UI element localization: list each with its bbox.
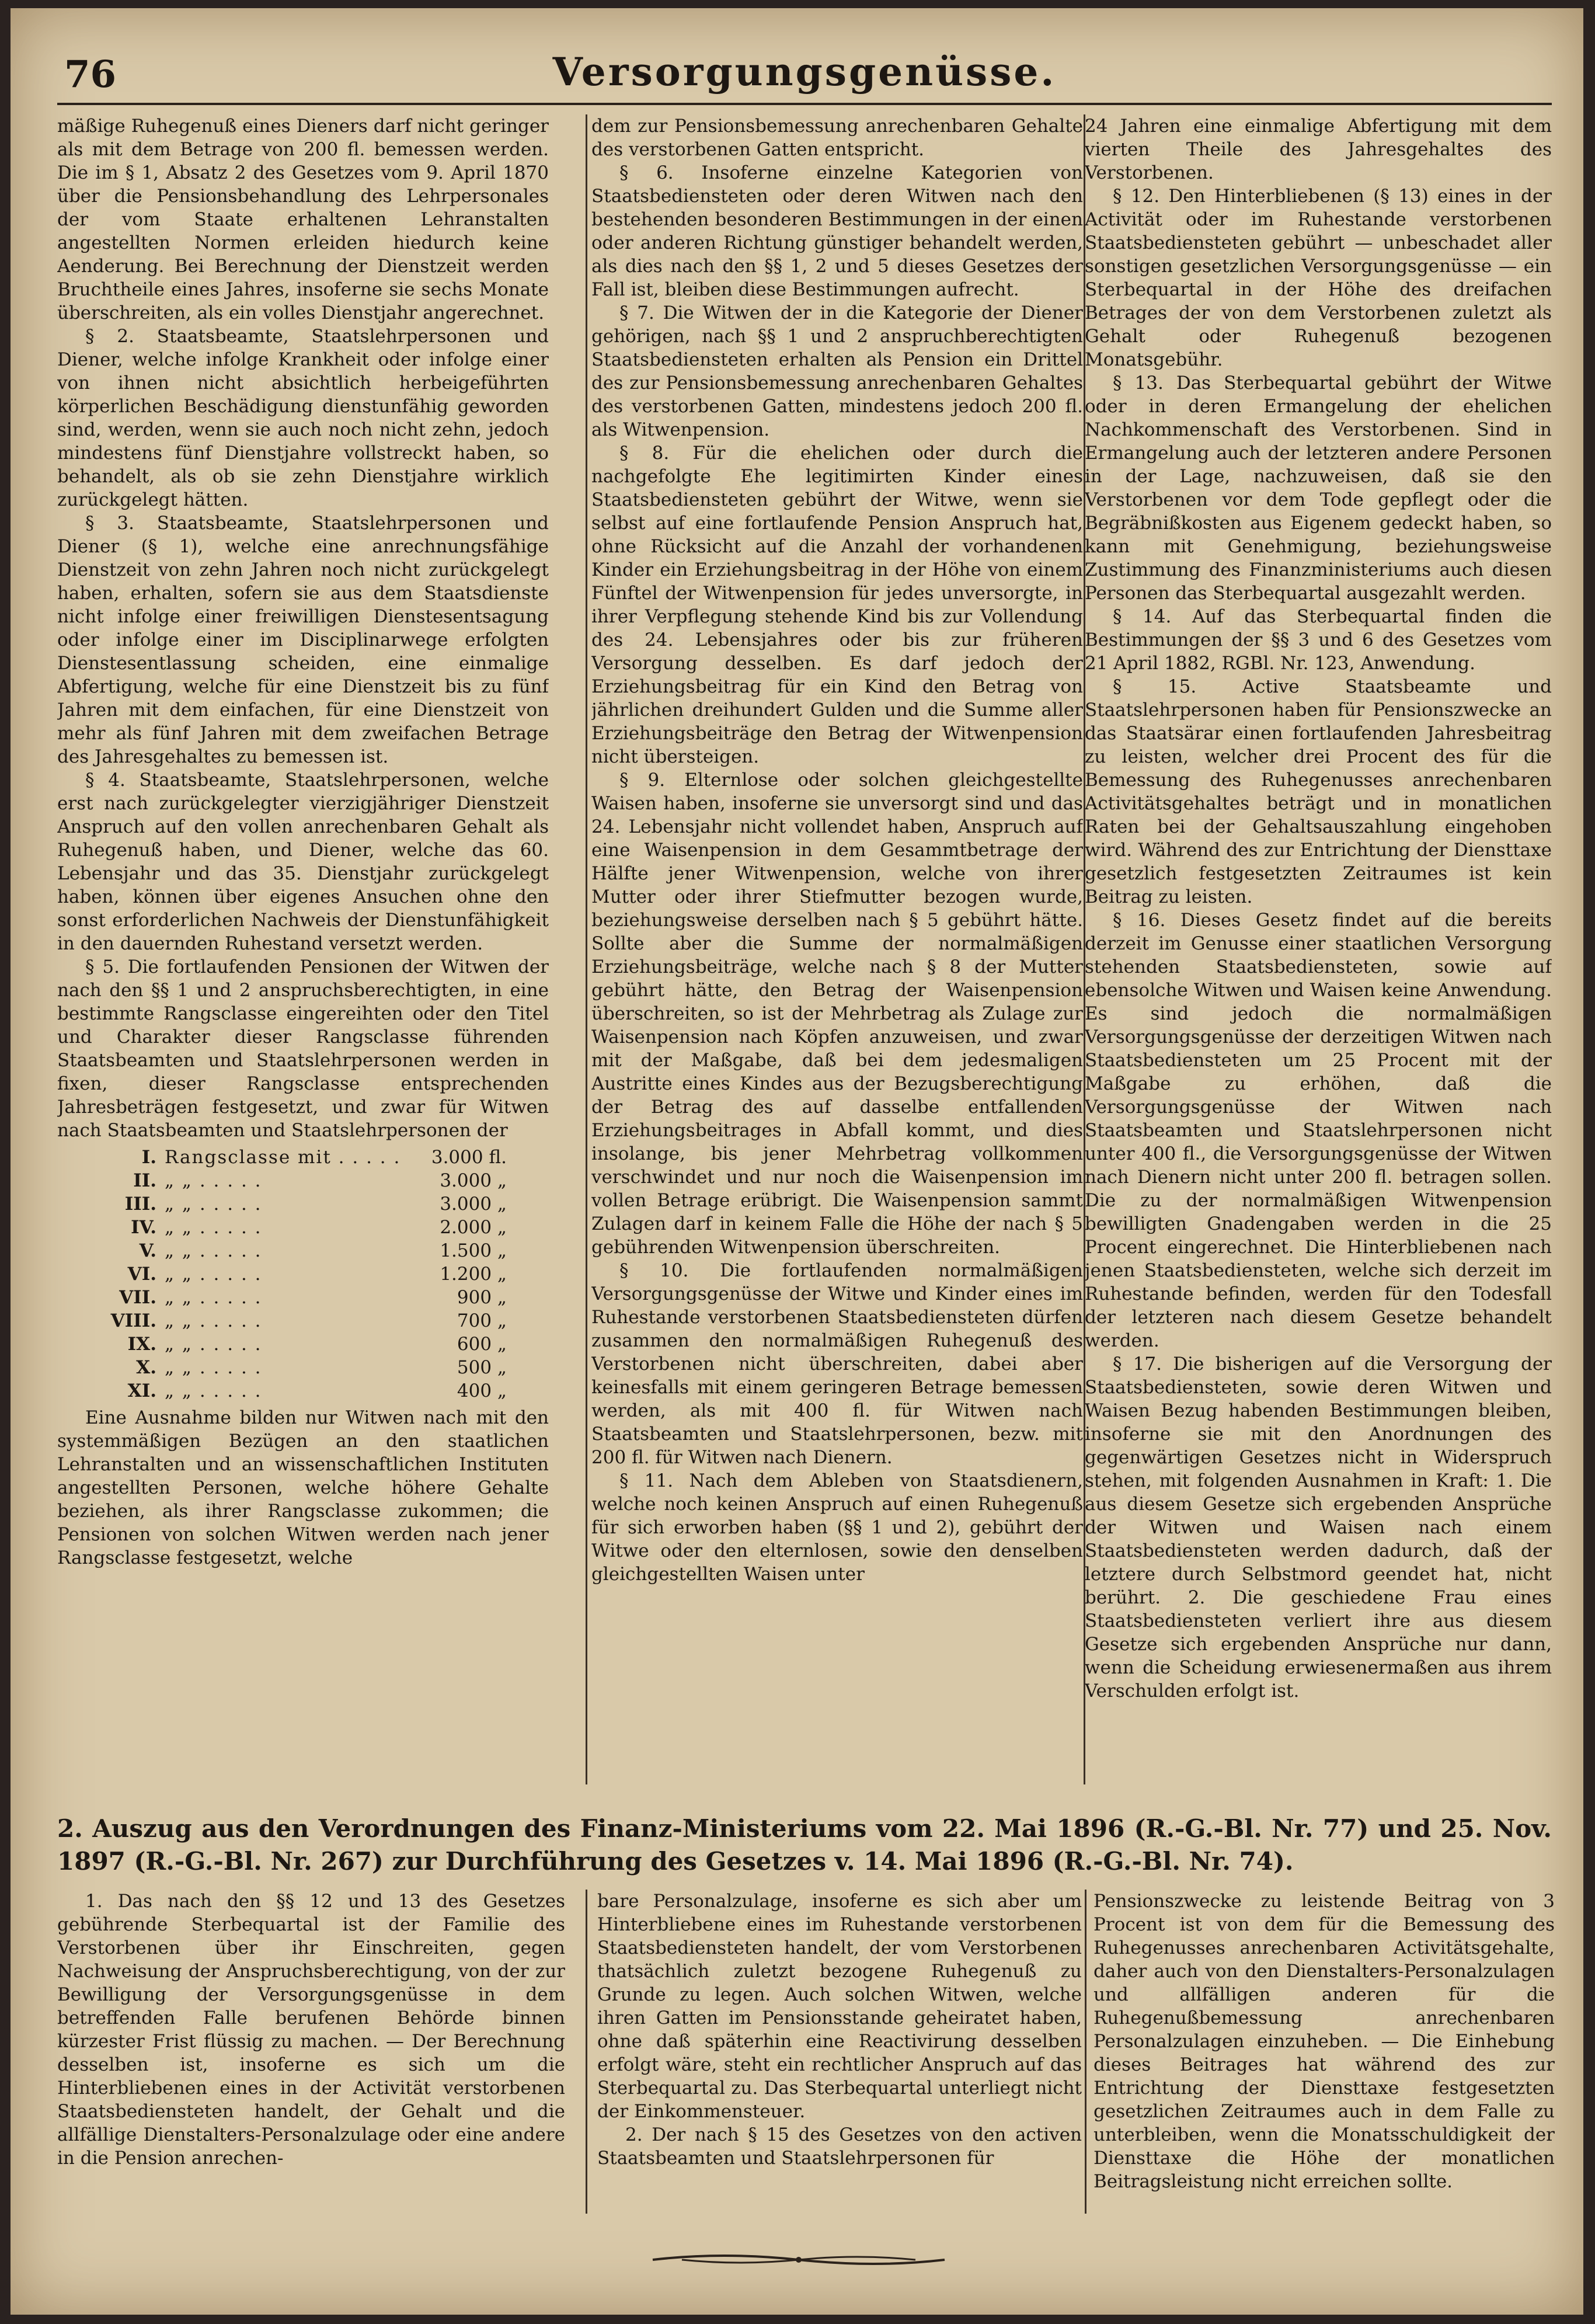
rank-numeral: III. <box>124 1194 156 1215</box>
paragraph: § 8. Für die ehelichen oder durch die nachgefolgte Ehe legitimirten Kinder eines Staatsbediensteten gebührt der Witwe, wenn sie selbst auf eine fortlaufende Pension Anspruch hat, ohne Rücksicht auf die Anzahl der vorhandenen Kinder ein Erziehungsbeitrag in der Höhe von einem Fünftel der Witwenpension für jedes unversorgte, in ihrer Verpflegung stehende Kind bis zur Vollendung des 24. Lebensjahres oder bis zur früheren Versorgung desselben. Es darf jedoch der Erziehungsbeitrag für ein Kind den Betrag von jährlichen dreihundert Gulden und die Summe aller Erziehungsbeiträge den Betrag der Witwenpension nicht übersteigen. <box>591 443 1083 767</box>
column-divider <box>1085 1890 1086 2214</box>
page-header <box>57 42 1552 106</box>
pension-amount: 3.000 „ <box>440 1170 507 1191</box>
rank-numeral: VII. <box>119 1287 156 1308</box>
pension-amount: 900 „ <box>457 1287 507 1308</box>
section1-column-3 <box>1085 114 1552 1787</box>
ornamental-rule-icon <box>647 2249 950 2270</box>
pension-amount: 600 „ <box>457 1334 507 1355</box>
paragraph: § 16. Dieses Gesetz findet auf die bereits derzeit im Genusse einer staatlichen Versorgung stehenden Staatsbediensteten, sowie auf ebensolche Witwen und Waisen keine Anwendung. Es sind jedoch die normalmäßigen Versorgungsgenüsse der derzeitigen Witwen nach Staatsbediensteten um 25 Procent mit der Maßgabe zu erhöhen, daß die Versorgungsgenüsse der Witwen nach Staatsbeamten und Staatslehrpersonen nicht unter 400 fl., die Versorgungsgenüsse der Witwen nach Dienern nicht unter 200 fl. betragen sollen. Die zu der normalmäßigen Witwenpension bewilligten Gnadengaben werden in die 25 Procent eingerechnet. Die Hinterbliebenen nach jenen Staatsbediensteten, welche sich derzeit im Ruhestande befinden, werden für den Todesfall der letzteren nach diesem Gesetze behandelt werden. <box>1085 910 1552 1351</box>
section1-column-1 <box>57 114 549 1787</box>
rank-numeral: IV. <box>131 1217 156 1238</box>
paragraph: § 10. Die fortlaufenden normalmäßigen Versorgungsgenüsse der Witwe und Kinder eines im Ruhestande verstorbenen Staatsbediensteten dürfen zusammen den normalmäßigen Ruhegenuß des Verstorbenen nicht überschreiten, dabei aber keinesfalls mit einem geringeren Betrage bemessen werden, als mit 400 fl. für Witwen nach Staatsbeamten und Staatslehrpersonen, bezw. mit 200 fl. für Witwen nach Dienern. <box>591 1260 1083 1468</box>
pension-amount: 3.000 fl. <box>431 1147 507 1168</box>
paragraph: § 12. Den Hinterbliebenen (§ 13) eines in der Activität oder im Ruhestande verstorbenen Staatsbediensteten gebührt — unbeschadet aller sonstigen gesetzlichen Versorgungsgenüsse — ein Sterbequartal in der Höhe des dreifachen Betrages der von dem Verstorbenen zuletzt als Gehalt oder Ruhegenuß bezogenen Monatsgebühr. <box>1085 186 1552 370</box>
section1-column-2 <box>591 114 1083 1787</box>
running-title: Versorgungsgenüsse. <box>552 49 1057 95</box>
rank-label: „ „ . . . . . <box>165 1170 262 1191</box>
rank-numeral: I. <box>141 1147 156 1168</box>
paragraph: Pensionszwecke zu leistende Beitrag von 3 Procent ist von dem für die Bemessung des Ruhegenusses anrechenbaren Activitätsgehalte, daher auch von den Dienstalters-Personalzulagen und allfälligen anderen für die Ruhegenußbemessung anrechenbaren Personalzulagen einzuheben. — Die Einhebung dieses Beitrages hat während des zur Entrichtung der Diensttaxe festgesetzten gesetzlichen Zeitraumes auch in dem Falle zu unterbleiben, wenn die Monatsschuldigkeit der Diensttaxe die Höhe der monatlichen Beitragsleistung nicht erreichen sollte. <box>1093 1891 1555 2192</box>
pension-amount: 1.500 „ <box>440 1240 507 1261</box>
paragraph: dem zur Pensionsbemessung anrechenbaren Gehalte des verstorbenen Gatten entspricht. <box>591 116 1083 160</box>
rank-label: „ „ . . . . . <box>165 1287 262 1308</box>
paragraph: § 15. Active Staatsbeamte und Staatslehrpersonen haben für Pensionszwecke an das Staatsärar einen fortlaufenden Jahresbeitrag zu leisten, welcher drei Procent des für die Bemessung des Ruhegenusses anrechenbaren Activitätsgehaltes beträgt und in monatlichen Raten bei der Gehaltsauszahlung eingehoben wird. Während des zur Entrichtung der Diensttaxe gesetzlich festgesetzten Zeitraumes ist kein Beitrag zu leisten. <box>1085 676 1552 907</box>
paragraph: mäßige Ruhegenuß eines Dieners darf nicht geringer als mit dem Betrage von 200 fl. bemessen werden. Die im § 1, Absatz 2 des Gesetzes vom 9. April 1870 über die Pensionsbehandlung des Lehrpersonales der vom Staate erhaltenen Lehranstalten angestellten Normen erleiden hiedurch keine Aenderung. Bei Berechnung der Dienstzeit werden Bruchtheile eines Jahres, insoferne sie sechs Monate überschreiten, als ein volles Dienstjahr angerechnet. <box>57 116 549 323</box>
table-row <box>57 1262 507 1286</box>
paragraph: 1. Das nach den §§ 12 und 13 des Gesetzes gebührende Sterbequartal ist der Familie des Verstorbenen über ihr Einschreiten, gegen Nachweisung der Anspruchsberechtigung, von der zur Bewilligung der Versorgungsgenüsse in dem betreffenden Falle berufenen Behörde binnen kürzester Frist flüssig zu machen. — Der Berechnung desselben ist, insoferne es sich um die Hinterbliebenen eines in der Activität verstorbenen Staatsbediensteten handelt, der Gehalt und die allfällige Dienstalters-Personalzulage oder eine andere in die Pension anrechen- <box>57 1891 565 2169</box>
table-row <box>57 1333 507 1356</box>
paragraph: Eine Ausnahme bilden nur Witwen nach mit den systemmäßigen Bezügen an den staatlichen Lehranstalten und an wissenschaftlichen Instituten angestellten Personen, welche höhere Gehalte beziehen, als ihrer Rangsclasse zukommen; die Pensionen von solchen Witwen werden nach jener Rangsclasse festgesetzt, welche <box>57 1407 549 1568</box>
pension-amount: 1.200 „ <box>440 1264 507 1285</box>
rank-numeral: II. <box>133 1170 156 1191</box>
section-heading: 2. Auszug aus den Verordnungen des Finanz-Ministeriums vom 22. Mai 1896 (R.-G.-Bl. Nr. 77) und 25. Nov. 1897 (R.-G.-Bl. Nr. 267) zur Durchführung des Gesetzes v. 14. Mai 1896 (R.-G.-Bl. Nr. 74). <box>57 1814 1552 1876</box>
paragraph: § 5. Die fortlaufenden Pensionen der Witwen der nach den §§ 1 und 2 anspruchsberechtigten, in eine bestimmte Rangsclasse eingereihten oder den Titel und Charakter dieser Rangsclasse führenden Staatsbeamten und Staatslehrpersonen werden in fixen, dieser Rangsclasse entsprechenden Jahresbeträgen festgesetzt, und zwar für Witwen nach Staatsbeamten und Staatslehrpersonen der <box>57 956 549 1141</box>
table-row <box>57 1379 507 1403</box>
rank-numeral: IX. <box>127 1334 156 1355</box>
rank-numeral: VI. <box>127 1264 156 1285</box>
rank-numeral: XI. <box>127 1380 156 1401</box>
paragraph: § 2. Staatsbeamte, Staatslehrpersonen und Diener, welche infolge Krankheit oder infolge einer von ihnen nicht absichtlich herbeigeführten körperlichen Beschädigung dienstunfähig geworden sind, werden, wenn sie auch noch nicht zehn, jedoch mindestens fünf Dienstjahre vollstreckt haben, so behandelt, als ob sie zehn Dienstjahre wirklich zurückgelegt hätten. <box>57 326 549 510</box>
rank-numeral: VIII. <box>110 1310 156 1331</box>
paragraph: § 7. Die Witwen der in die Kategorie der Diener gehörigen, nach §§ 1 und 2 anspruchberechtigten Staatsbediensteten erhalten als Pension ein Drittel des zur Pensionsbemessung anrechenbaren Gehaltes des verstorbenen Gatten, mindestens jedoch 200 fl. als Witwenpension. <box>591 302 1083 440</box>
paragraph: § 11. Nach dem Ableben von Staatsdienern, welche noch keinen Anspruch auf einen Ruhegenuß für sich erworben haben (§§ 1 und 2), gebührt der Witwe oder den elternlosen, sowie den denselben gleichgestellten Waisen unter <box>591 1470 1083 1585</box>
table-row <box>57 1356 507 1379</box>
rank-numeral: X. <box>136 1357 156 1378</box>
rank-label: „ „ . . . . . <box>165 1240 262 1261</box>
table-row <box>57 1192 507 1216</box>
table-row <box>57 1169 507 1192</box>
header-rule <box>57 103 1552 105</box>
column-divider <box>586 1890 587 2214</box>
paragraph: § 14. Auf das Sterbequartal finden die Bestimmungen der §§ 3 und 6 des Gesetzes vom 21 April 1882, RGBl. Nr. 123, Anwendung. <box>1085 606 1552 674</box>
pension-amount: 400 „ <box>457 1380 507 1401</box>
rank-numeral: V. <box>139 1240 156 1261</box>
paragraph: § 17. Die bisherigen auf die Versorgung der Staatsbediensteten, sowie deren Witwen und Waisen Bezug habenden Bestimmungen bleiben, insoferne sie mit den Anordnungen des gegenwärtigen Gesetzes nicht in Widerspruch stehen, mit folgenden Ausnahmen in Kraft: 1. Die aus diesem Gesetze sich ergebenden Ansprüche der Witwen und Waisen nach einem Staatsbediensteten werden dadurch, daß der letztere durch Selbstmord geendet hat, nicht berührt. 2. Die geschiedene Frau eines Staatsbediensteten verliert ihre aus diesem Gesetze sich ergebenden Ansprüche nur dann, wenn die Scheidung erwiesenermaßen aus ihrem Verschulden erfolgt ist. <box>1085 1354 1552 1702</box>
paragraph: 24 Jahren eine einmalige Abfertigung mit dem vierten Theile des Jahresgehaltes des Verstorbenen. <box>1085 116 1552 183</box>
table-row <box>57 1216 507 1239</box>
pension-amount: 2.000 „ <box>440 1217 507 1238</box>
rank-label: „ „ . . . . . <box>165 1194 262 1215</box>
rank-label: „ „ . . . . . <box>165 1380 262 1401</box>
pension-amount: 500 „ <box>457 1357 507 1378</box>
page-number: 76 <box>64 53 117 96</box>
pension-amount: 700 „ <box>457 1310 507 1331</box>
rank-class-pension-table <box>57 1146 507 1403</box>
section2-column-2 <box>597 1890 1082 2217</box>
paragraph: § 4. Staatsbeamte, Staatslehrpersonen, welche erst nach zurückgelegter vierzigjähriger Dienstzeit Anspruch auf den vollen anrechenbaren Gehalt als Ruhegenuß haben, und Diener, welche das 60. Lebensjahr und das 35. Dienstjahr zurückgelegt haben, können über eigenes Ansuchen ohne den sonst erforderlichen Nachweis der Dienstunfähigkeit in den dauernden Ruhestand versetzt werden. <box>57 770 549 954</box>
rank-label: „ „ . . . . . <box>165 1334 262 1355</box>
paragraph: § 9. Elternlose oder solchen gleichgestellte Waisen haben, insoferne sie unversorgt sind und das 24. Lebensjahr nicht vollendet haben, Anspruch auf eine Waisenpension in dem Gesammtbetrage der Hälfte jener Witwenpension, welche von ihrer Mutter oder ihrer Stiefmutter bezogen wurde, beziehungsweise derselben nach § 5 gebührt hätte. Sollte aber die Summe der normalmäßigen Erziehungsbeiträge, welche nach § 8 der Mutter gebührt hätte, den Betrag der Waisenpension überschreiten, so ist der Mehrbetrag als Zulage zur Waisenpension nach Köpfen anzuweisen, und zwar mit der Maßgabe, daß bei dem jedesmaligen Austritte eines Kindes aus der Bezugsberechtigung der Betrag des auf dasselbe entfallenden Erziehungsbeitrages in Abfall kommt, und dies insolange, bis jener Mehrbetrag vollkommen verschwindet und nur noch die Waisenpension im vollen Betrage erübrigt. Die Waisenpension sammt Zulagen darf in keinem Falle die Höhe der nach § 5 gebührenden Witwenpension überschreiten. <box>591 770 1083 1258</box>
pension-amount: 3.000 „ <box>440 1194 507 1215</box>
rank-label: „ „ . . . . . <box>165 1264 262 1285</box>
table-row <box>57 1146 507 1169</box>
rank-label: „ „ . . . . . <box>165 1217 262 1238</box>
table-row <box>57 1286 507 1309</box>
book-page <box>11 8 1583 2315</box>
rank-label: „ „ . . . . . <box>165 1310 262 1331</box>
section2-column-3 <box>1093 1890 1555 2217</box>
paragraph: bare Personalzulage, insoferne es sich aber um Hinterbliebene eines im Ruhestande verstorbenen Staatsbediensteten handelt, der vom Verstorbenen thatsächlich zuletzt bezogene Ruhegenuß zu Grunde zu legen. Auch solchen Witwen, welche ihren Gatten im Pensionsstande geheiratet haben, ohne daß späterhin eine Reactivirung desselben erfolgt wäre, steht ein rechtlicher Anspruch auf das Sterbequartal zu. Das Sterbequartal unterliegt nicht der Einkommensteuer. <box>597 1891 1082 2122</box>
paragraph: § 3. Staatsbeamte, Staatslehrpersonen und Diener (§ 1), welche eine anrechnungsfähige Dienstzeit von zehn Jahren noch nicht zurückgelegt haben, erhalten, sofern sie aus dem Staatsdienste nicht infolge einer freiwilligen Dienstesentsagung oder infolge einer im Disciplinarwege erfolgten Dienstesentlassung scheiden, eine einmalige Abfertigung, welche für eine Dienstzeit bis zu fünf Jahren mit dem einfachen, für eine Dienstzeit von mehr als fünf Jahren mit dem zweifachen Betrage des Jahresgehaltes zu bemessen ist. <box>57 513 549 767</box>
paragraph: 2. Der nach § 15 des Gesetzes von den activen Staatsbeamten und Staatslehrpersonen für <box>597 2124 1082 2169</box>
table-row <box>57 1309 507 1333</box>
table-row <box>57 1239 507 1262</box>
rank-label: Rangsclasse mit . . . . . <box>165 1147 401 1168</box>
column-divider <box>586 114 587 1784</box>
paragraph: § 6. Insoferne einzelne Kategorien von Staatsbediensteten oder deren Witwen nach den bestehenden besonderen Bestimmungen in der einen oder anderen Richtung günstiger behandelt werden, als dies nach den §§ 1, 2 und 5 dieses Gesetzes der Fall ist, bleiben diese Bestimmungen aufrecht. <box>591 162 1083 300</box>
section2-column-1 <box>57 1890 565 2217</box>
rank-label: „ „ . . . . . <box>165 1357 262 1378</box>
paragraph: § 13. Das Sterbequartal gebührt der Witwe oder in deren Ermangelung der ehelichen Nachkommenschaft des Verstorbenen. Sind in Ermangelung auch der letzteren andere Personen in der Lage, nachzuweisen, daß sie den Verstorbenen vor dem Tode gepflegt oder die Begräbnißkosten aus Eigenem gedeckt haben, so kann mit Genehmigung, beziehungsweise Zustimmung des Finanzministeriums auch diesen Personen das Sterbequartal ausgezahlt werden. <box>1085 373 1552 604</box>
